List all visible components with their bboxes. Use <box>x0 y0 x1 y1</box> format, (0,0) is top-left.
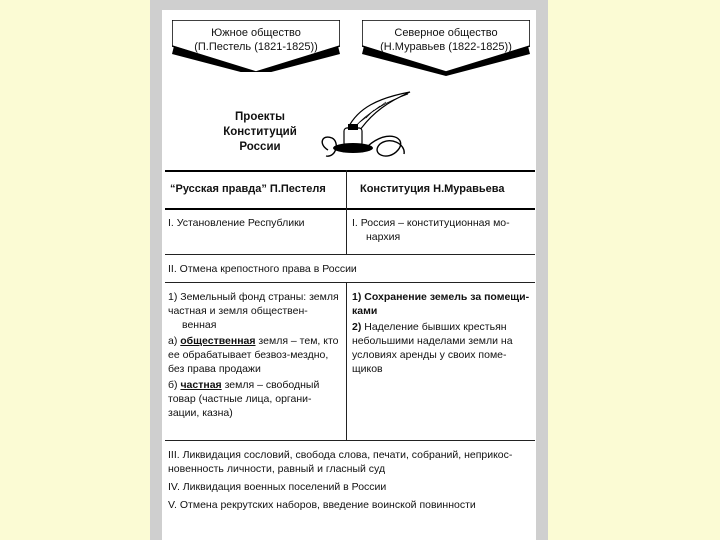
muravyov-land-section <box>352 290 532 376</box>
quill-inkwell-icon <box>318 88 418 168</box>
header-muravyov: Конституция Н.Муравьева <box>360 183 505 195</box>
south-society-label <box>172 20 340 72</box>
muravyov-point-1-line: нархия <box>366 231 401 243</box>
projects-title-line: Проекты <box>235 111 285 123</box>
land-retention-text: 1) Сохранение земель за помещи-ками <box>352 291 530 317</box>
land-fund-text: венная <box>182 319 217 331</box>
public-land-prefix: а) <box>168 335 181 347</box>
north-society-detail: (Н.Муравьев (1822-1825)) <box>380 41 512 53</box>
pestel-point-1: I. Установление Республики <box>168 217 305 229</box>
header-pestel: “Русская правда” П.Пестеля <box>170 183 326 195</box>
private-land-text <box>168 378 340 420</box>
south-society-detail: (П.Пестель (1821-1825)) <box>194 41 318 53</box>
south-society-name: Южное общество <box>211 27 301 39</box>
projects-title <box>210 110 310 155</box>
common-point-2: II. Отмена крепостного права в России <box>168 263 357 275</box>
private-land-term: частная <box>180 379 222 391</box>
common-point-3: III. Ликвидация сословий, свобода слова, печати, собраний, неприкос-новенность личности, равный и гласный суд <box>168 449 513 475</box>
projects-title-line: России <box>239 141 281 153</box>
north-society-label <box>362 20 530 72</box>
table-row-divider <box>165 254 535 255</box>
north-society-name: Северное общество <box>394 27 498 39</box>
common-points-bottom <box>168 448 532 512</box>
muravyov-point-1 <box>352 216 532 244</box>
public-land-desc: земля – тем, кто ее обрабатывает безвоз-мездно, без права продажи <box>168 335 339 375</box>
table-header-border <box>165 208 535 210</box>
private-land-prefix: б) <box>168 379 181 391</box>
land-allotment-text <box>352 320 532 376</box>
private-land-desc: земля – свободный товар (частные лица, органи-зации, казна) <box>168 379 320 419</box>
muravyov-point-1-line: I. Россия – конституционная мо- <box>352 217 510 229</box>
column-divider <box>346 282 347 440</box>
table-top-border <box>165 170 535 172</box>
projects-title-line: Конституций <box>223 126 297 138</box>
public-land-term: общественная <box>180 335 256 347</box>
land-fund-text: 1) Земельный фонд страны: земля частная и земля обществен- <box>168 291 339 317</box>
public-land-text <box>168 334 340 376</box>
land-allotment-desc: Наделение бывших крестьян небольшими наделами земли на условиях аренды у своих поме-щиков <box>352 321 513 375</box>
pestel-land-section <box>168 290 340 420</box>
common-point-5: V. Отмена рекрутских наборов, введение воинской повинности <box>168 499 476 511</box>
table-row-divider <box>165 440 535 441</box>
land-allotment-number: 2) <box>352 321 362 333</box>
column-divider <box>346 170 347 254</box>
table-row-divider <box>165 282 535 283</box>
common-point-4: IV. Ликвидация военных поселений в России <box>168 481 387 493</box>
